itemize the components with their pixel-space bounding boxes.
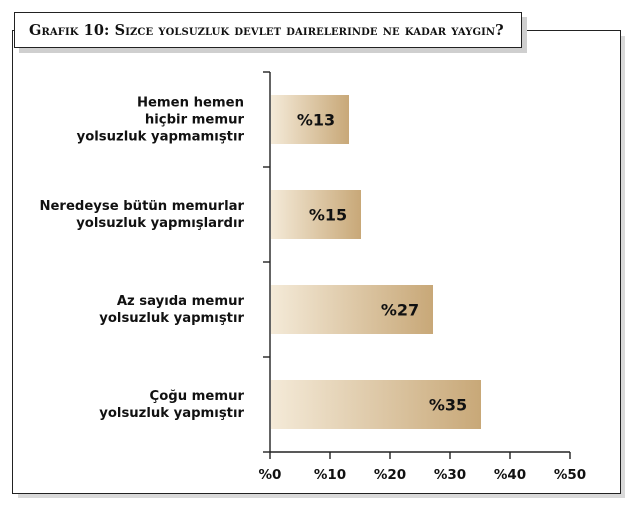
bar-value-label: %27 — [380, 300, 420, 320]
category-label — [99, 294, 244, 326]
category-label-line: Hemen hemen — [136, 95, 244, 111]
x-tick-label: %0 — [258, 467, 282, 483]
chart-title: Grafik 10: Sizce yolsuzluk devlet dairelerinde ne kadar yaygın? — [14, 12, 522, 48]
category-label — [39, 199, 244, 231]
bar-value-label: %35 — [428, 395, 468, 415]
category-label-line: Çoğu memur — [149, 389, 244, 404]
category-label-line: yolsuzluk yapmıştır — [99, 406, 244, 421]
category-labels — [39, 96, 244, 422]
x-tick-label: %30 — [433, 467, 467, 483]
bar-value-label: %13 — [296, 110, 336, 130]
bars — [271, 95, 481, 429]
category-label — [99, 389, 244, 421]
x-tick-label: %40 — [493, 467, 527, 483]
category-label — [77, 96, 245, 145]
category-label-line: hiçbir memur — [144, 112, 244, 128]
category-label-line: yolsuzluk yapmıştır — [99, 311, 244, 326]
x-tick-label: %50 — [553, 467, 587, 483]
category-label-line: yolsuzluk yapmışlardır — [76, 216, 244, 231]
x-tick-labels — [259, 467, 587, 483]
category-label-line: Az sayıda memur — [116, 294, 244, 309]
x-tick-label: %10 — [313, 467, 347, 483]
x-tick-label: %20 — [373, 467, 407, 483]
category-label-line: Neredeyse bütün memurlar — [39, 199, 244, 214]
category-label-line: yolsuzluk yapmamıştır — [76, 129, 244, 145]
bar-value-label: %15 — [308, 205, 348, 225]
